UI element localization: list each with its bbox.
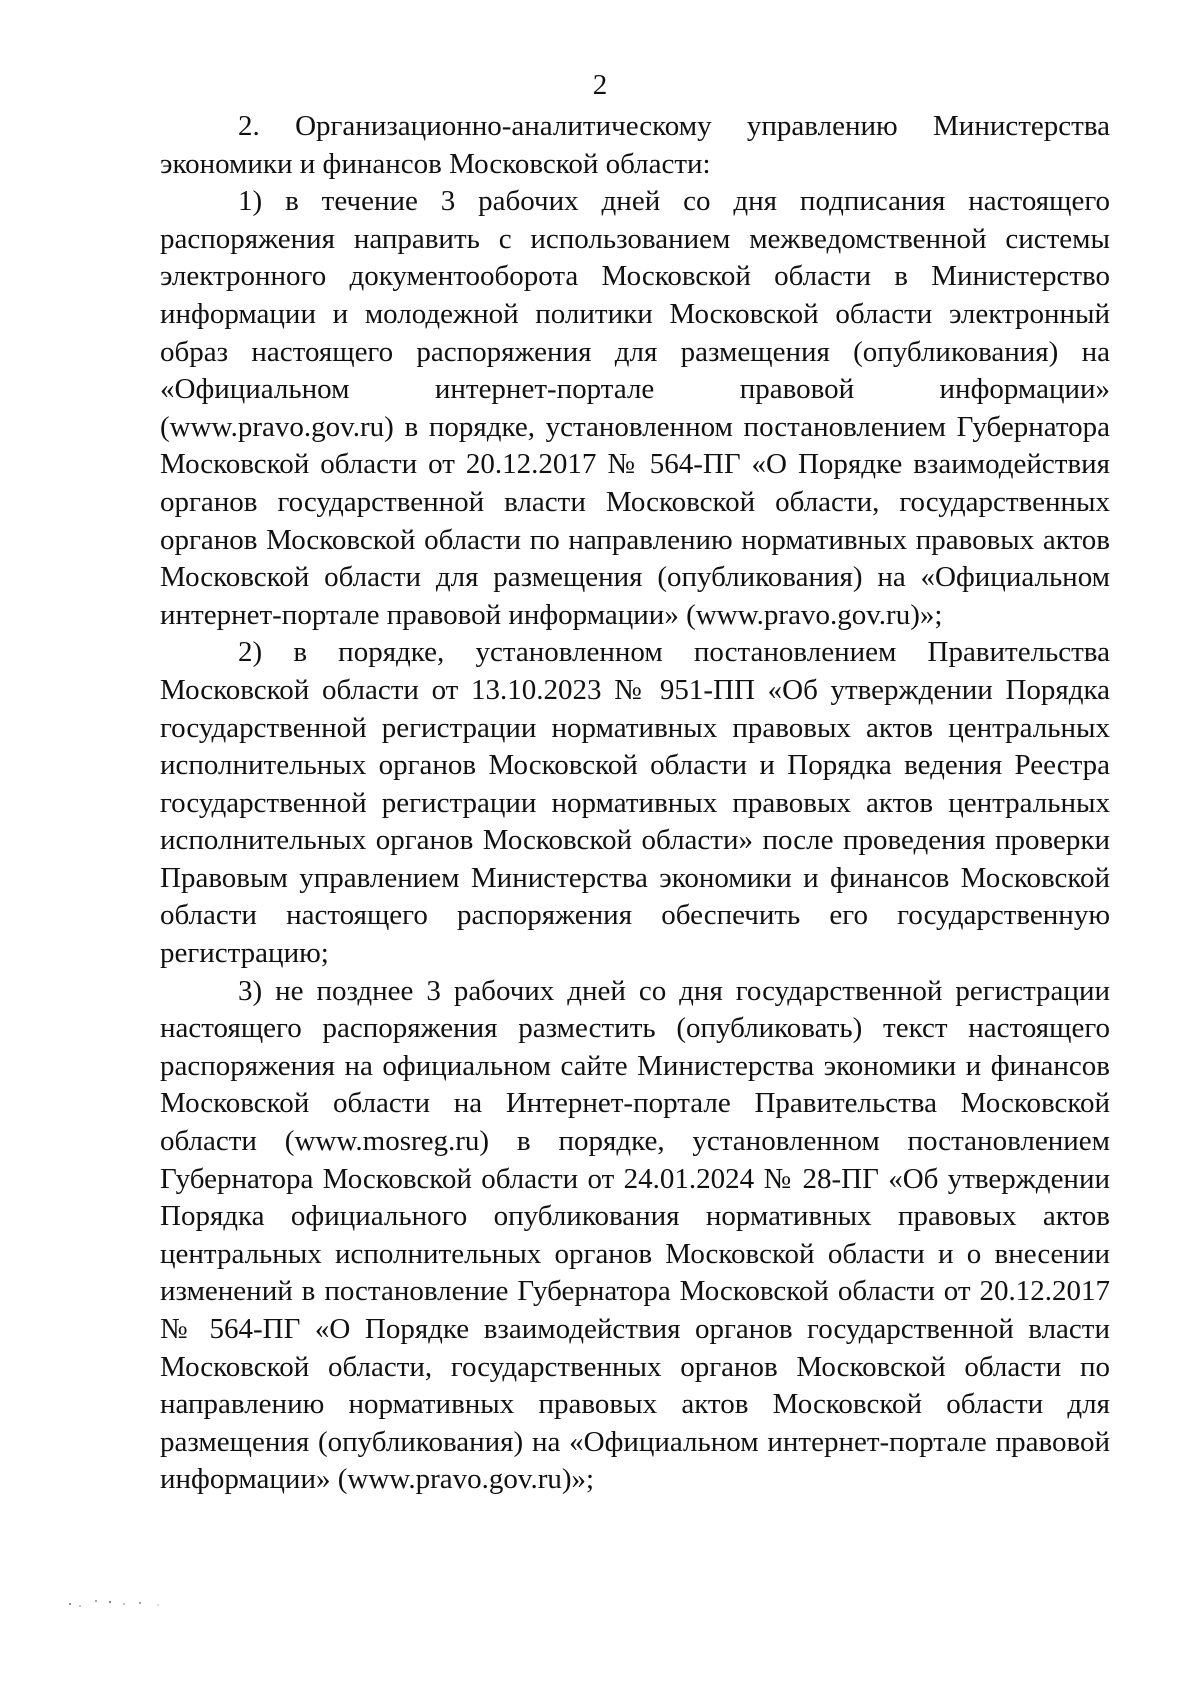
paragraph-item-2: 2) в порядке, установленном постановлением Правительства Московской области от 13.10.2023 № 951-ПП «Об утверждении Порядка государственной регистрации нормативных правовых актов центральных исполнительных органов Московской области и Порядка ведения Реестра государственной регистрации нормативных правовых актов центральных исполнительных органов Московской области» после проведения проверки Правовым управлением Министерства экономики и финансов Московской области настоящего распоряжения обеспечить его государственную регистрацию;	[160, 636, 1110, 970]
paragraph-item-1: 1) в течение 3 рабочих дней со дня подписания настоящего распоряжения направить с использованием межведомственной системы электронного документооборота Московской области в Министерство информации и молодежной политики Московской области электронный образ настоящего распоряжения для размещения (опубликования) на «Официальном интернет-портале правовой информации» (www.pravo.gov.ru) в порядке, установленном постановлением Губернатора Московской области от 20.12.2017 № 564-ПГ «О Порядке взаимодействия органов государственной власти Московской области, государственных органов Московской области по направлению нормативных правовых актов Московской области для размещения (опубликования) на «Официальном интернет-портале правовой информации» (www.pravo.gov.ru)»;	[160, 185, 1110, 631]
scan-artifact-specks	[66, 1592, 186, 1612]
document-body	[160, 108, 1110, 1499]
paragraph-item-3: 3) не позднее 3 рабочих дней со дня государственной регистрации настоящего распоряжения разместить (опубликовать) текст настоящего распоряжения на официальном сайте Министерства экономики и финансов Московской области на Интернет-портале Правительства Московской области (www.mosreg.ru) в порядке, установленном постановлением Губернатора Московской области от 24.01.2024 № 28-ПГ «Об утверждении Порядка официального опубликования нормативных правовых актов центральных исполнительных органов Московской области и о внесении изменений в постановление Губернатора Московской области от 20.12.2017 № 564-ПГ «О Порядке взаимодействия органов государственной власти Московской области, государственных органов Московской области по направлению нормативных правовых актов Московской области для размещения (опубликования) на «Официальном интернет-портале правовой информации» (www.pravo.gov.ru)»;	[160, 974, 1110, 1496]
page-number: 2	[592, 69, 608, 101]
paragraph-section-2: 2. Организационно-аналитическому управлению Министерства экономики и финансов Московской области:	[160, 110, 1110, 180]
